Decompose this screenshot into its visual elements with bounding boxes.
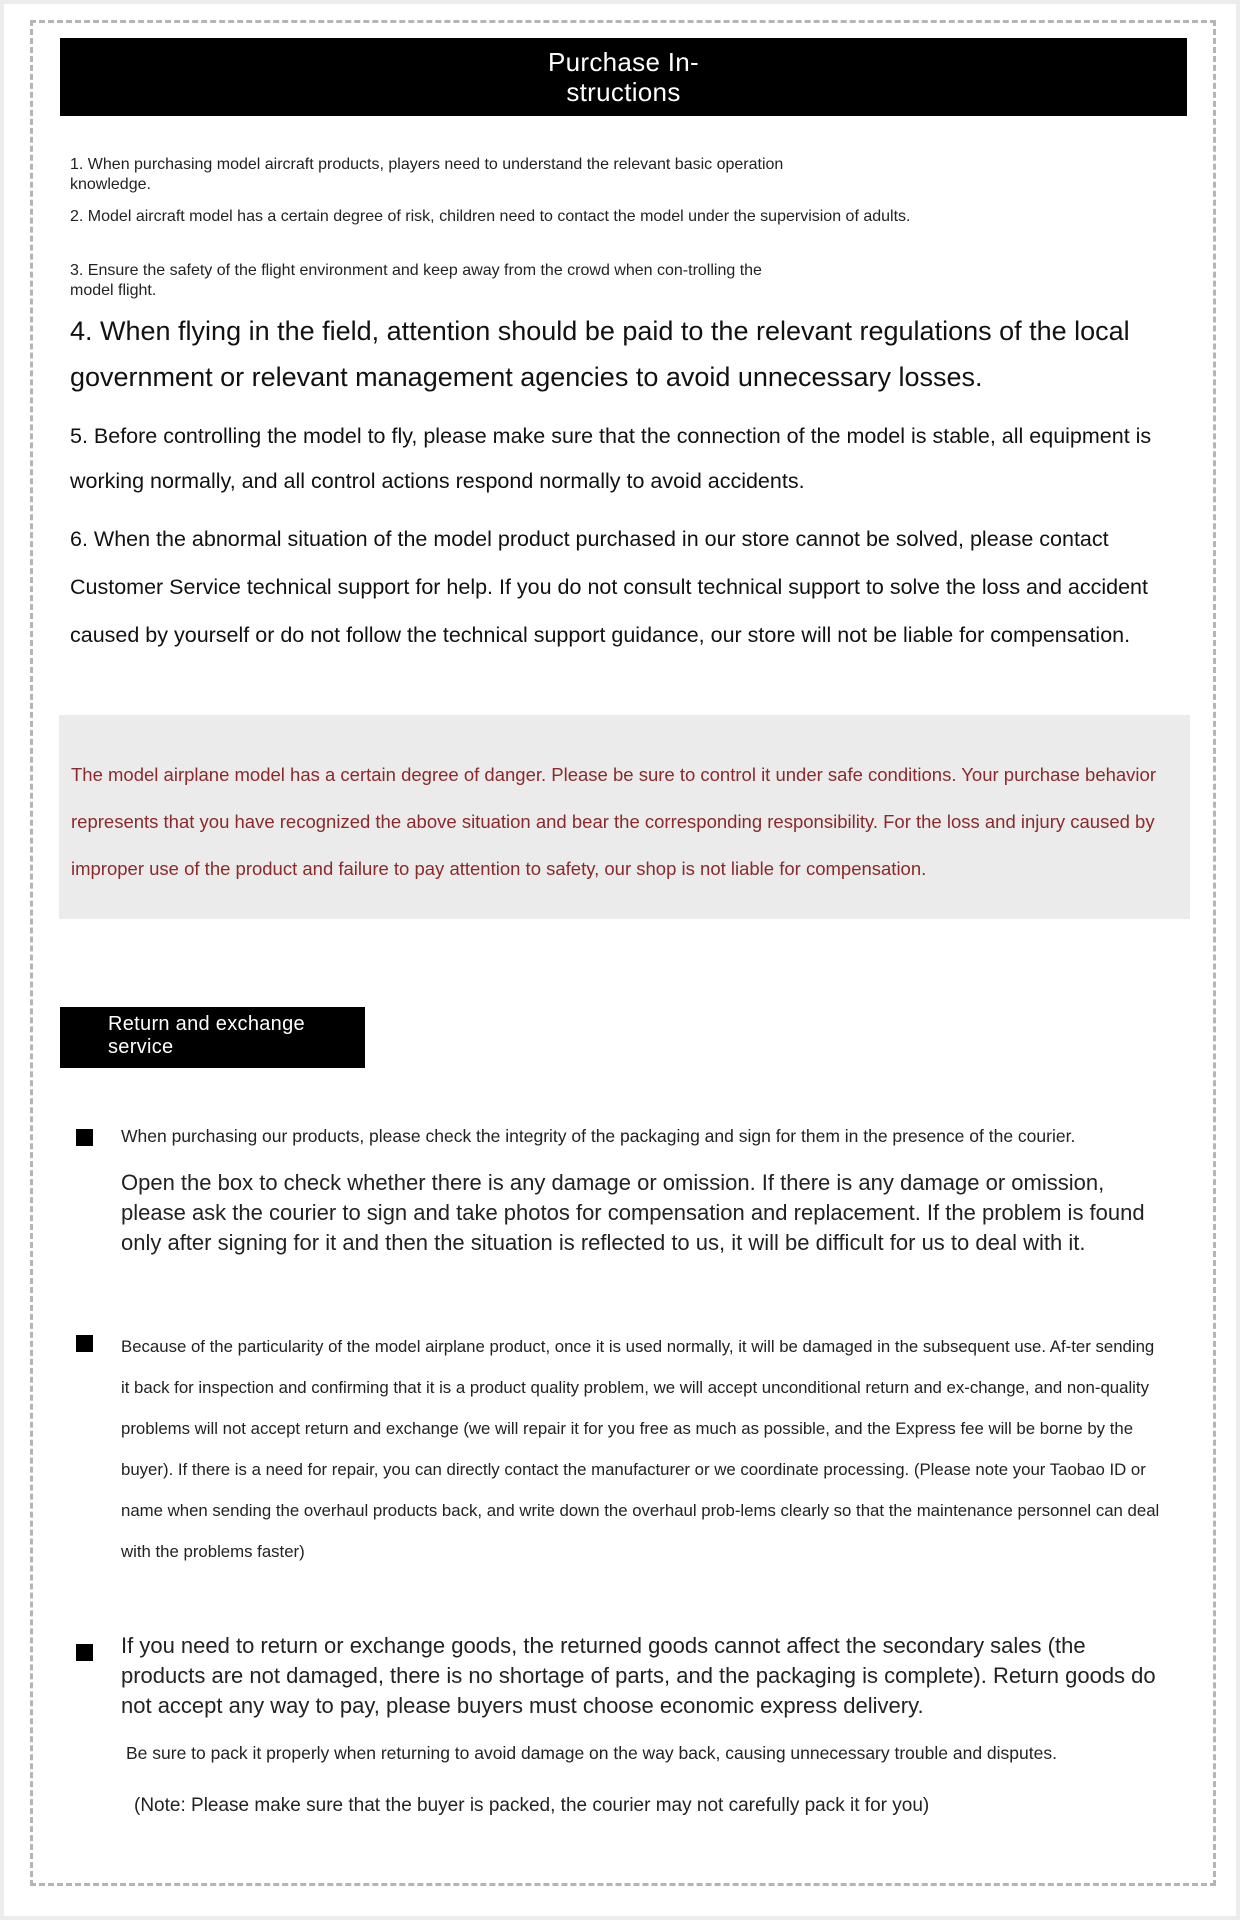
return-service-title: Return and exchange service — [108, 1013, 305, 1058]
bullet-square-icon — [76, 1129, 93, 1146]
page — [4, 4, 1236, 1916]
instruction-item-6: 6. When the abnormal situation of the model product purchased in our store cannot be solved, please contact Customer Service technical support for help. If you do not consult technical support to solve the loss and accident caused by yourself or do not follow the technical support guidance, our store will not be liable for compensation. — [70, 527, 1148, 647]
return-service-header — [60, 1007, 365, 1068]
bullet-square-icon — [76, 1335, 93, 1352]
purchase-instructions-header — [60, 38, 1187, 116]
return-item-3-note-1: Be sure to pack it properly when returning to avoid damage on the way back, causing unnecessary trouble and disputes. — [126, 1743, 1057, 1763]
warning-text: The model airplane model has a certain degree of danger. Please be sure to control it under safe conditions. Your purchase behavior represents that you have recognized the above situation and bear the corresponding responsibility. For the loss and injury caused by improper use of the product and failure to pay attention to safety, our shop is not liable for compensation. — [71, 764, 1156, 879]
return-item-2: Because of the particularity of the model airplane product, once it is used normally, it will be damaged in the subsequent use. Af-ter sending it back for inspection and confirming that it is a product quality problem, we will accept unconditional return and ex-change, and non-quality problems will not accept return and exchange (we will repair it for you free as much as possible, and the Express fee will be borne by the buyer). If there is a need for repair, you can directly contact the manufacturer or we coordinate processing. (Please note your Taobao ID or name when sending the overhaul products back, and write down the overhaul prob-lems clearly so that the maintenance personnel can deal with the problems faster) — [121, 1337, 1160, 1561]
instruction-item-1: 1. When purchasing model aircraft products, players need to understand the relevant basic operation knowledge. — [70, 156, 784, 193]
bullet-square-icon — [76, 1644, 93, 1661]
return-item-3: If you need to return or exchange goods, the returned goods cannot affect the secondary sales (the products are not damaged, there is no shortage of parts, and the packaging is complete). Return goods do not accept any way to pay, please buyers must choose economic express delivery. — [121, 1633, 1156, 1718]
return-item-1-lead: When purchasing our products, please check the integrity of the packaging and sign for them in the presence of the courier. — [121, 1126, 1076, 1146]
instruction-item-5: 5. Before controlling the model to fly, please make sure that the connection of the model is stable, all equipment is working normally, and all control actions respond normally to avoid accidents. — [70, 424, 1152, 493]
warning-box — [59, 715, 1190, 919]
instruction-item-4: 4. When flying in the field, attention should be paid to the relevant regulations of the local government or relevant management agencies to avoid unnecessary losses. — [70, 316, 1130, 392]
return-item-3-note-2: (Note: Please make sure that the buyer is packed, the courier may not carefully pack it for you) — [134, 1795, 930, 1816]
return-item-1-body: Open the box to check whether there is any damage or omission. If there is any damage or omission, please ask the courier to sign and take photos for compensation and replacement. If the problem is found only after signing for it and then the situation is reflected to us, it will be difficult for us to deal with it. — [121, 1170, 1145, 1255]
instruction-item-2: 2. Model aircraft model has a certain degree of risk, children need to contact the model under the supervision of adults. — [70, 208, 911, 225]
instruction-item-3: 3. Ensure the safety of the flight environment and keep away from the crowd when con-trolling the model flight. — [70, 262, 762, 299]
purchase-instructions-title: Purchase In- structions — [547, 47, 699, 107]
